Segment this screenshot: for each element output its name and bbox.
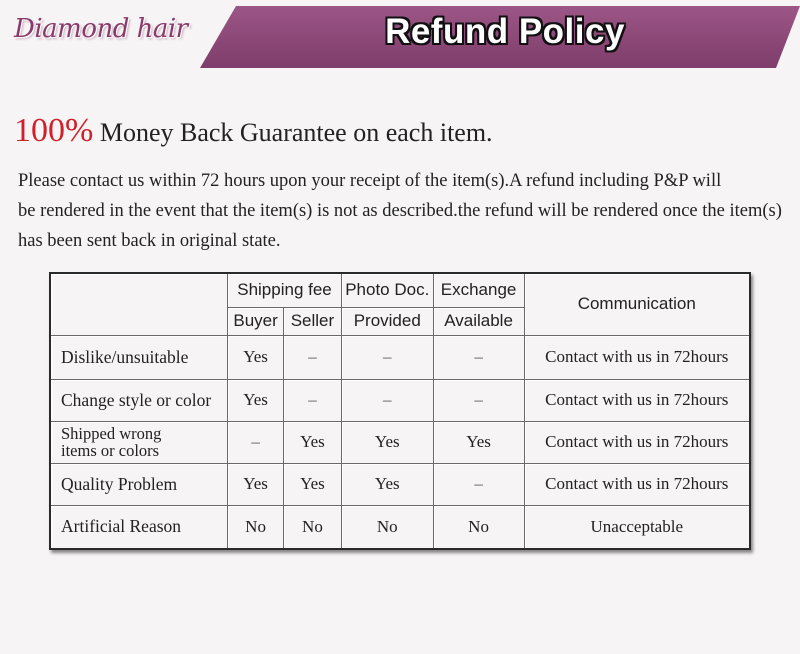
table-row xyxy=(50,463,750,505)
cell-communication: Contact with us in 72hours xyxy=(524,463,750,505)
cell-photo: – xyxy=(341,335,433,379)
guarantee-text: Money Back Guarantee on each item. xyxy=(93,118,493,147)
paragraph-line: be rendered in the event that the item(s) is not as described.the refund will be rendered once the item(s) xyxy=(18,201,782,221)
header-photo-doc: Photo Doc. xyxy=(341,273,433,307)
header-buyer: Buyer xyxy=(228,307,284,335)
table-row xyxy=(50,335,750,379)
header-available: Available xyxy=(433,307,524,335)
brand-logo: Diamond hair xyxy=(14,14,188,44)
page-title: Refund Policy xyxy=(385,12,625,51)
header-shipping-fee: Shipping fee xyxy=(228,273,342,307)
cell-communication: Contact with us in 72hours xyxy=(524,421,750,463)
cell-exchange: Yes xyxy=(433,421,524,463)
cell-photo: Yes xyxy=(341,421,433,463)
row-label xyxy=(50,421,228,463)
cell-exchange: – xyxy=(433,463,524,505)
cell-exchange: – xyxy=(433,335,524,379)
row-label: Change style or color xyxy=(50,379,228,421)
cell-buyer: – xyxy=(228,421,284,463)
refund-table xyxy=(49,272,751,548)
cell-exchange: No xyxy=(433,505,524,549)
row-label: Artificial Reason xyxy=(50,505,228,549)
header xyxy=(0,0,800,68)
guarantee-headline xyxy=(14,112,493,150)
header-seller: Seller xyxy=(284,307,342,335)
table-row xyxy=(50,379,750,421)
cell-buyer: Yes xyxy=(228,335,284,379)
row-label: Quality Problem xyxy=(50,463,228,505)
guarantee-percent: 100% xyxy=(14,112,94,149)
paragraph-line: has been sent back in original state. xyxy=(18,231,281,251)
cell-buyer: Yes xyxy=(228,463,284,505)
cell-photo: – xyxy=(341,379,433,421)
cell-communication: Unacceptable xyxy=(524,505,750,549)
cell-photo: Yes xyxy=(341,463,433,505)
cell-seller: – xyxy=(284,379,342,421)
cell-buyer: Yes xyxy=(228,379,284,421)
paragraph-line: Please contact us within 72 hours upon your receipt of the item(s).A refund including P&P will xyxy=(18,171,722,191)
cell-photo: No xyxy=(341,505,433,549)
cell-buyer: No xyxy=(228,505,284,549)
policy-paragraph xyxy=(18,166,800,256)
cell-seller: No xyxy=(284,505,342,549)
cell-seller: – xyxy=(284,335,342,379)
table-row xyxy=(50,505,750,549)
cell-exchange: – xyxy=(433,379,524,421)
table-corner-cell xyxy=(50,273,228,335)
header-exchange: Exchange xyxy=(433,273,524,307)
table-row xyxy=(50,421,750,463)
cell-seller: Yes xyxy=(284,463,342,505)
cell-seller: Yes xyxy=(284,421,342,463)
cell-communication: Contact with us in 72hours xyxy=(524,379,750,421)
row-label-line: Shipped wrong xyxy=(61,424,162,443)
cell-communication: Contact with us in 72hours xyxy=(524,335,750,379)
header-provided: Provided xyxy=(341,307,433,335)
header-communication: Communication xyxy=(524,273,750,335)
row-label: Dislike/unsuitable xyxy=(50,335,228,379)
row-label-line: items or colors xyxy=(61,441,160,460)
